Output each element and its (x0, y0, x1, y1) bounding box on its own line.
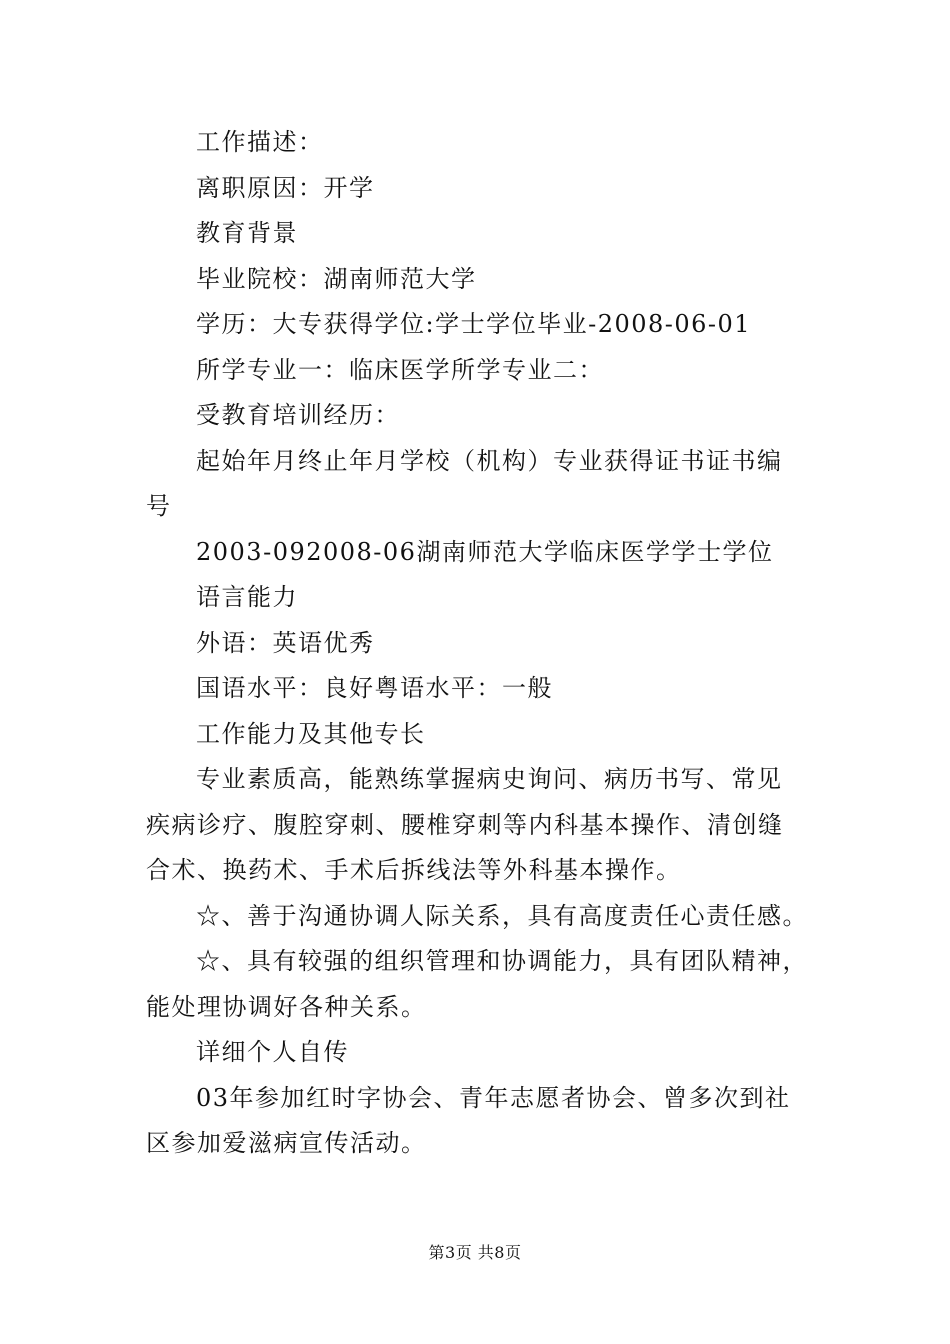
text-line: 毕业院校：湖南师范大学 (196, 264, 477, 293)
page-number-footer: 第3页 共8页 (428, 1243, 522, 1262)
section-heading: 教育背景 (196, 219, 298, 247)
text-line: 起始年月终止年月学校（机构）专业获得证书证书编 (196, 446, 783, 475)
text-line: 疾病诊疗、腹腔穿刺、腰椎穿刺等内科基本操作、清创缝 (146, 810, 784, 839)
text-line: 合术、换药术、手术后拆线法等外科基本操作。 (146, 856, 682, 884)
section-heading: 工作能力及其他专长 (196, 719, 426, 748)
text-line: 受教育培训经历： (196, 401, 400, 429)
text-line: 专业素质高，能熟练掌握病史询问、病历书写、常见 (196, 765, 783, 793)
section-heading: 详细个人自传 (196, 1038, 349, 1066)
text-line: ☆、具有较强的组织管理和协调能力，具有团队精神， (196, 947, 808, 975)
text-line: 工作描述： (196, 128, 324, 156)
text-line: 外语：英语优秀 (196, 628, 375, 657)
text-line: 所学专业一：临床医学所学专业二： (196, 355, 604, 384)
text-line: 能处理协调好各种关系。 (146, 992, 427, 1021)
text-line: 离职原因：开学 (196, 173, 375, 202)
text-line: 学历：大专获得学位:学士学位毕业-2008-06-01 (196, 310, 752, 338)
section-heading: 语言能力 (196, 583, 298, 611)
text-line: ☆、善于沟通协调人际关系，具有高度责任心责任感。 (196, 901, 808, 930)
text-line: 2003-092008-06湖南师范大学临床医学学士学位 (196, 537, 774, 566)
text-line: 国语水平：良好粤语水平：一般 (196, 674, 553, 702)
text-line: 区参加爱滋病宣传活动。 (146, 1129, 427, 1157)
text-line: 号 (146, 492, 172, 520)
document-body (146, 120, 806, 1167)
text-line: 03年参加红时字协会、青年志愿者协会、曾多次到社 (196, 1083, 791, 1112)
